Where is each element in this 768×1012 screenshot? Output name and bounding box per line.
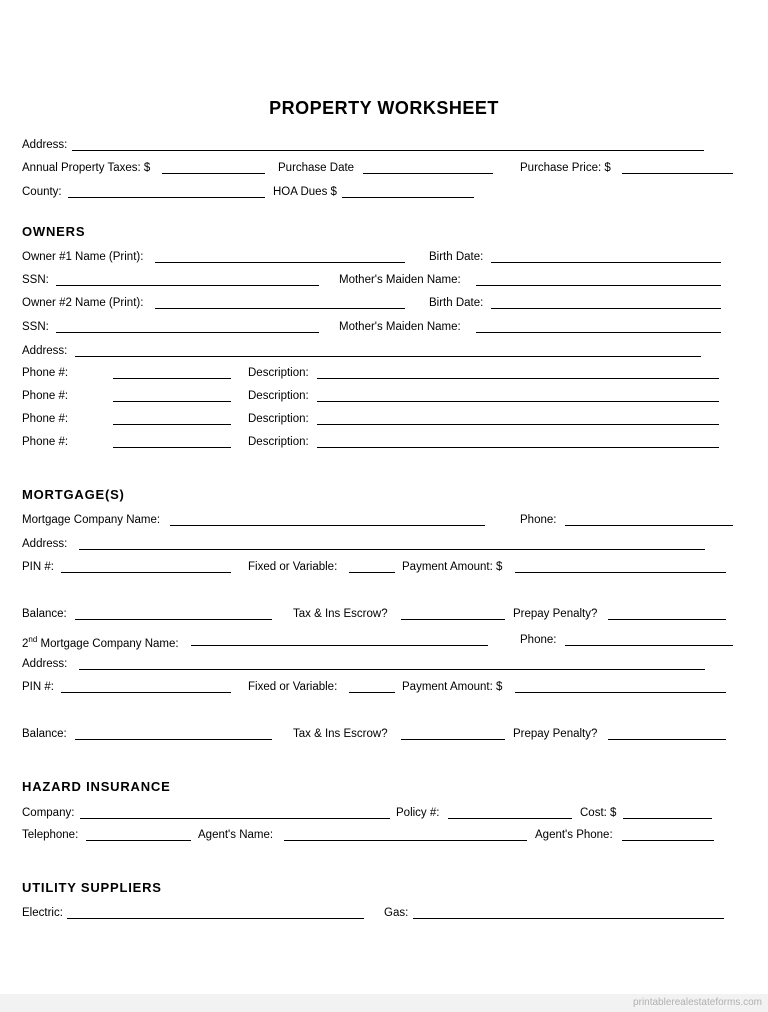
footer-watermark: printablerealestateforms.com [633,997,762,1008]
mortgage2-balance-field[interactable] [75,739,272,740]
owner2-name-label: Owner #2 Name (Print): [22,297,144,309]
owner2-birth-field[interactable] [491,308,721,309]
mortgage2-fixed-field[interactable] [349,692,395,693]
gas-field[interactable] [413,918,724,919]
phone2-field[interactable] [113,401,231,402]
owner1-ssn-field[interactable] [56,285,319,286]
hazard-policy-label: Policy #: [396,807,440,819]
mortgage2-escrow-field[interactable] [401,739,505,740]
taxes-field[interactable] [162,173,265,174]
purchase-date-field[interactable] [363,173,493,174]
mortgage2-payment-field[interactable] [515,692,726,693]
gas-label: Gas: [384,907,409,919]
desc4-label: Description: [248,436,309,448]
owner1-maiden-field[interactable] [476,285,721,286]
mortgage1-fixed-label: Fixed or Variable: [248,561,338,573]
phone1-label: Phone #: [22,367,69,379]
owner1-birth-label: Birth Date: [429,251,484,263]
mortgage2-company-label [22,633,179,651]
desc2-label: Description: [248,390,309,402]
mortgage1-payment-field[interactable] [515,572,726,573]
owner2-birth-label: Birth Date: [429,297,484,309]
electric-label: Electric: [22,907,63,919]
county-label: County: [22,186,62,198]
hoa-label: HOA Dues $ [273,186,337,198]
mortgage1-balance-field[interactable] [75,619,272,620]
owners-heading: OWNERS [22,224,86,239]
taxes-label: Annual Property Taxes: $ [22,162,151,174]
electric-field[interactable] [67,918,364,919]
mortgage1-company-label: Mortgage Company Name: [22,514,161,526]
phone4-label: Phone #: [22,436,69,448]
mortgage1-escrow-field[interactable] [401,619,505,620]
owner1-name-label: Owner #1 Name (Print): [22,251,144,263]
hazard-agent-phone-label: Agent's Phone: [535,829,613,841]
hazard-cost-label: Cost: $ [580,807,617,819]
phone3-field[interactable] [113,424,231,425]
mortgage2-phone-label: Phone: [520,634,557,646]
owner1-name-field[interactable] [155,262,405,263]
hazard-telephone-field[interactable] [86,840,191,841]
address-field[interactable] [72,150,704,151]
mortgage1-address-field[interactable] [79,549,705,550]
hoa-field[interactable] [342,197,474,198]
hazard-agent-phone-field[interactable] [622,840,714,841]
hazard-heading: HAZARD INSURANCE [22,779,171,794]
hazard-telephone-label: Telephone: [22,829,79,841]
mortgage2-pin-field[interactable] [61,692,231,693]
mortgage2-prepay-label: Prepay Penalty? [513,728,598,740]
owners-address-label: Address: [22,345,68,357]
phone2-label: Phone #: [22,390,69,402]
phone4-field[interactable] [113,447,231,448]
phone3-label: Phone #: [22,413,69,425]
owner2-maiden-field[interactable] [476,332,721,333]
mortgage2-prepay-field[interactable] [608,739,726,740]
mortgage2-escrow-label: Tax & Ins Escrow? [293,728,388,740]
hazard-cost-field[interactable] [623,818,712,819]
mortgage2-company-field[interactable] [191,645,488,646]
desc2-field[interactable] [317,401,719,402]
mortgage1-phone-label: Phone: [520,514,557,526]
mortgage2-address-label: Address: [22,658,68,670]
desc3-label: Description: [248,413,309,425]
address-label: Address: [22,139,68,151]
desc1-label: Description: [248,367,309,379]
purchase-price-field[interactable] [622,173,733,174]
owner2-ssn-field[interactable] [56,332,319,333]
hazard-company-field[interactable] [80,818,390,819]
mortgage2-ordinal: 2 [22,637,29,650]
owner2-maiden-label: Mother's Maiden Name: [339,321,461,333]
mortgage1-address-label: Address: [22,538,68,550]
owner1-maiden-label: Mother's Maiden Name: [339,274,461,286]
mortgage2-pin-label: PIN #: [22,681,54,693]
owner1-ssn-label: SSN: [22,274,49,286]
mortgage1-payment-label: Payment Amount: $ [402,561,503,573]
mortgage2-payment-label: Payment Amount: $ [402,681,503,693]
mortgage2-phone-field[interactable] [565,645,733,646]
mortgage1-prepay-label: Prepay Penalty? [513,608,598,620]
phone1-field[interactable] [113,378,231,379]
owners-address-field[interactable] [75,356,701,357]
desc1-field[interactable] [317,378,719,379]
owner2-ssn-label: SSN: [22,321,49,333]
mortgage1-escrow-label: Tax & Ins Escrow? [293,608,388,620]
mortgage2-company-text: Mortgage Company Name: [37,637,179,650]
mortgage1-prepay-field[interactable] [608,619,726,620]
mortgage1-company-field[interactable] [170,525,485,526]
mortgage2-address-field[interactable] [79,669,705,670]
mortgage2-fixed-label: Fixed or Variable: [248,681,338,693]
purchase-date-label: Purchase Date [278,162,355,174]
hazard-agent-name-label: Agent's Name: [198,829,274,841]
hazard-company-label: Company: [22,807,75,819]
mortgage1-phone-field[interactable] [565,525,733,526]
purchase-price-label: Purchase Price: $ [520,162,611,174]
mortgage1-pin-field[interactable] [61,572,231,573]
owner2-name-field[interactable] [155,308,405,309]
desc3-field[interactable] [317,424,719,425]
owner1-birth-field[interactable] [491,262,721,263]
hazard-policy-field[interactable] [448,818,572,819]
mortgages-heading: MORTGAGE(S) [22,487,125,502]
desc4-field[interactable] [317,447,719,448]
county-field[interactable] [68,197,265,198]
hazard-agent-name-field[interactable] [284,840,527,841]
mortgage2-balance-label: Balance: [22,728,67,740]
mortgage2-ordinal-suffix: nd [28,635,38,644]
mortgage1-fixed-field[interactable] [349,572,395,573]
utilities-heading: UTILITY SUPPLIERS [22,880,162,895]
page-title: PROPERTY WORKSHEET [269,98,499,118]
mortgage1-balance-label: Balance: [22,608,67,620]
mortgage1-pin-label: PIN #: [22,561,54,573]
